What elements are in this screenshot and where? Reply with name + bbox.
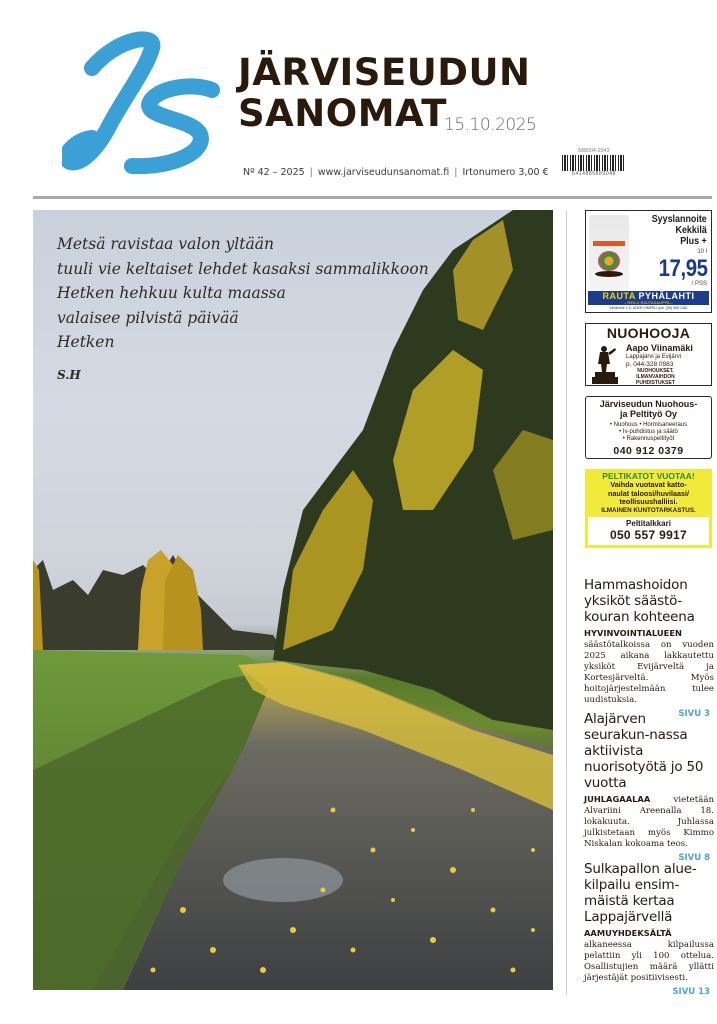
page-reference-link[interactable]: SIVU 3 [678, 709, 710, 719]
title-line-2: SANOMAT [238, 92, 448, 135]
ad-store-address: Vävärintie 1 A, 62600 VIMPELI puh. (06) 565 1461 [609, 306, 688, 310]
ad-phone: 040 912 0379 [613, 445, 684, 457]
ad-price: 17,95 [659, 255, 708, 282]
ad-peltitalkkari[interactable] [585, 469, 712, 548]
title-line-1: JÄRVISEUDUN [238, 51, 531, 94]
ad-services: • Nuohous • Hormisaneeraus • Iv-puhdistus ja säätö • Rakennuspeltityöt [609, 422, 688, 442]
js-logo-icon [62, 30, 232, 180]
barcode-bars-icon [562, 155, 626, 171]
news-headline[interactable]: Sulkapallon alue-kilpailu ensim-mäistä kertaa Lappajärvellä [584, 861, 697, 925]
news-teaser[interactable] [584, 861, 714, 997]
ad-product-size: 10 l [697, 249, 707, 255]
website-link[interactable]: www.jarviseudunsanomat.fi [317, 167, 450, 178]
chimney-sweep-statue-icon [590, 344, 620, 384]
page-reference-link[interactable]: SIVU 8 [678, 853, 710, 863]
news-headline[interactable]: Hammashoidon yksiköt säästö-kouran kohteena [584, 577, 695, 625]
poem-line: tuuli vie keltaiset lehdet kasaksi sammalikkoon [57, 259, 429, 278]
ad-jarviseudun-nuohous[interactable] [585, 396, 712, 459]
newspaper-logo [62, 30, 232, 180]
poem-line: Metsä ravistaa valon yltään [57, 235, 274, 253]
poem-line: valaisee pilvistä päivää [57, 308, 239, 327]
single-copy-price: Irtonumero 3,00 € [462, 167, 549, 178]
ad-store-banner: RAUTA PYHÄLAHTI – REILU RAUTAKAUPPA – [588, 291, 709, 305]
ad-rauta-pyhalahti[interactable] [585, 210, 712, 313]
ad-offer: ILMAINEN KUNTOTARKASTUS. [601, 507, 696, 514]
barcode-bottom-number: 6414885880048 [572, 171, 616, 177]
ad-nuohooja[interactable] [585, 323, 712, 386]
ad-services: NUOHOUKSET, ILMANVAIHDON PUHDISTUKSET [636, 368, 675, 386]
poem-author: S.H [57, 367, 81, 382]
ad-heading: PELTIKATOT VUOTAA! [602, 471, 695, 481]
cover-photo [33, 210, 553, 990]
poem-line: Hetken hehkuu kulta maassa [57, 284, 286, 302]
ad-company: Peltitalkkari [626, 519, 671, 528]
column-divider [566, 210, 567, 995]
news-teaser[interactable] [584, 577, 714, 719]
masthead-divider [33, 196, 712, 199]
barcode [558, 148, 630, 178]
ad-phone: 050 557 9917 [609, 528, 687, 542]
page-reference-link[interactable]: SIVU 13 [672, 987, 710, 997]
ad-contact-name: Aapo Viinamäki [626, 343, 693, 353]
issue-date: 15.10.2025 [444, 115, 537, 135]
ad-contact-box [588, 517, 709, 545]
issue-number: Nº 42 – 2025 [243, 167, 305, 178]
news-lead: AAMUYHDEKSÄLTÄ alkaneessa kilpailussa pelattiin yli 100 ottelua. Osallistujien määrä yllätti järjestäjät positiivisesti. [584, 928, 714, 983]
ad-heading: NUOHOOJA [606, 325, 691, 341]
fertilizer-bag-icon [589, 215, 629, 291]
ad-location: Lappajärvi ja Evijärvi [626, 354, 682, 360]
ad-heading: Järviseudun Nuohous- ja Peltityö Oy [599, 399, 698, 419]
poem [57, 232, 429, 387]
ad-price-unit: / PSS [691, 281, 707, 287]
issue-info: Nº 42 – 2025 | www.jarviseudunsanomat.fi | Irtonumero 3,00 € [243, 167, 549, 178]
ad-phone: p. 044-328 0983 [626, 361, 674, 368]
news-lead: HYVINVOINTIALUEEN säästötalkoissa on vuoden 2025 aikana lakkautettu yksiköt Evijärveltä ja Kortesjärveltä. Myös hoitojärjestelmään tulee uudistuksia. [584, 628, 714, 705]
ad-product-name: Syyslannoite Kekkilä Plus + [651, 213, 707, 247]
ad-text: Vaihda vuotavat katto- naulat taloosi/huvilaasi/ teollisuushalliisi. [607, 480, 690, 506]
news-headline[interactable]: Alajärven seurakun-nassa aktiivista nuorisotyötä jo 50 vuotta [584, 711, 704, 791]
poem-line: Hetken [57, 333, 115, 351]
barcode-top-number: 588004-2942 [578, 148, 610, 154]
news-lead: JUHLAGAALAA vietetään Alvariini Areenalla 18. lokakuuta. Juhlassa julkistetaan myös Kimmo Niskalan kokoama teos. [584, 794, 714, 849]
news-teaser[interactable] [584, 711, 714, 863]
